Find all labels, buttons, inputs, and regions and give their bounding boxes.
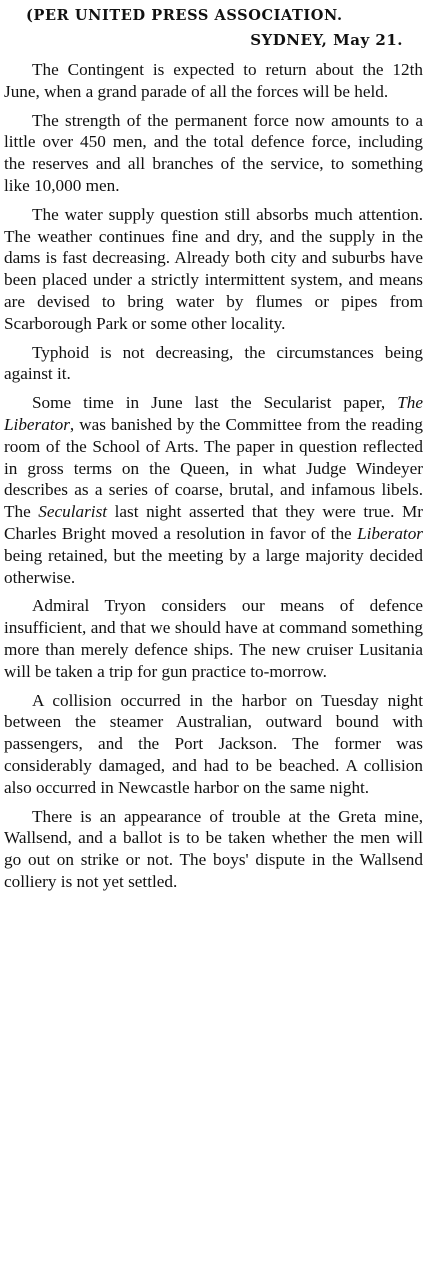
publication-title-liberator: The Liberator: [4, 393, 423, 434]
paragraph-water-supply: The water supply question still absorbs much attention. The weather continues fine and dry, and the supply in the dams is fast decreasing. Already both city and suburbs have been placed under a strictly intermittent system, and means are devised to bring water by flumes or pipes from Scarborough Park or some other locality.: [4, 204, 423, 333]
paragraph-secularist: [4, 392, 423, 588]
secularist-text-3: last night asserted that they were true. Mr Charles Bright moved a resolution in favor of the: [4, 502, 423, 543]
secularist-text-2: , was banished by the Committee from the reading room of the School of Arts. The paper in question reflected in gross terms on the Queen, in what Judge Windeyer describes as a series of coarse, brutal, and infamous libels. The: [4, 414, 423, 522]
dateline: SYDNEY, May 21.: [250, 31, 403, 49]
publication-title-secularist: Secularist: [38, 502, 108, 522]
paragraph-greta-mine: There is an appearance of trouble at the Greta mine, Wallsend, and a ballot is to be taken whether the men will go out on strike or not. The boys' dispute in the Wallsend colliery is not yet settled.: [4, 806, 423, 891]
secularist-text-1: Some time in June last the Secularist paper,: [32, 393, 398, 413]
publication-title-liberator-2: Liberator: [357, 523, 423, 543]
paragraph-collision: A collision occurred in the harbor on Tuesday night between the steamer Australian, outward bound with passengers, and the Port Jackson. The former was considerably damaged, and had to be beached. A collision also occurred in Newcastle harbor on the same night.: [4, 690, 423, 797]
paragraph-permanent-force: The strength of the permanent force now amounts to a little over 450 men, and the total defence force, including the reserves and all branches of the service, to something like 10,000 men.: [4, 110, 423, 195]
agency-heading: (PER UNITED PRESS ASSOCIATION.: [26, 7, 343, 24]
paragraph-typhoid: Typhoid is not decreasing, the circumstances being against it.: [4, 342, 423, 384]
secularist-text-4: being retained, but the meeting by a large majority decided otherwise.: [4, 545, 423, 587]
paragraph-contingent: The Contingent is expected to return about the 12th June, when a grand parade of all the forces will be held.: [4, 60, 423, 101]
paragraph-admiral-tryon: Admiral Tryon considers our means of defence insufficient, and that we should have at command something more than merely defence ships. The new cruiser Lusitania will be taken a trip for gun practice to-morrow.: [4, 596, 423, 681]
